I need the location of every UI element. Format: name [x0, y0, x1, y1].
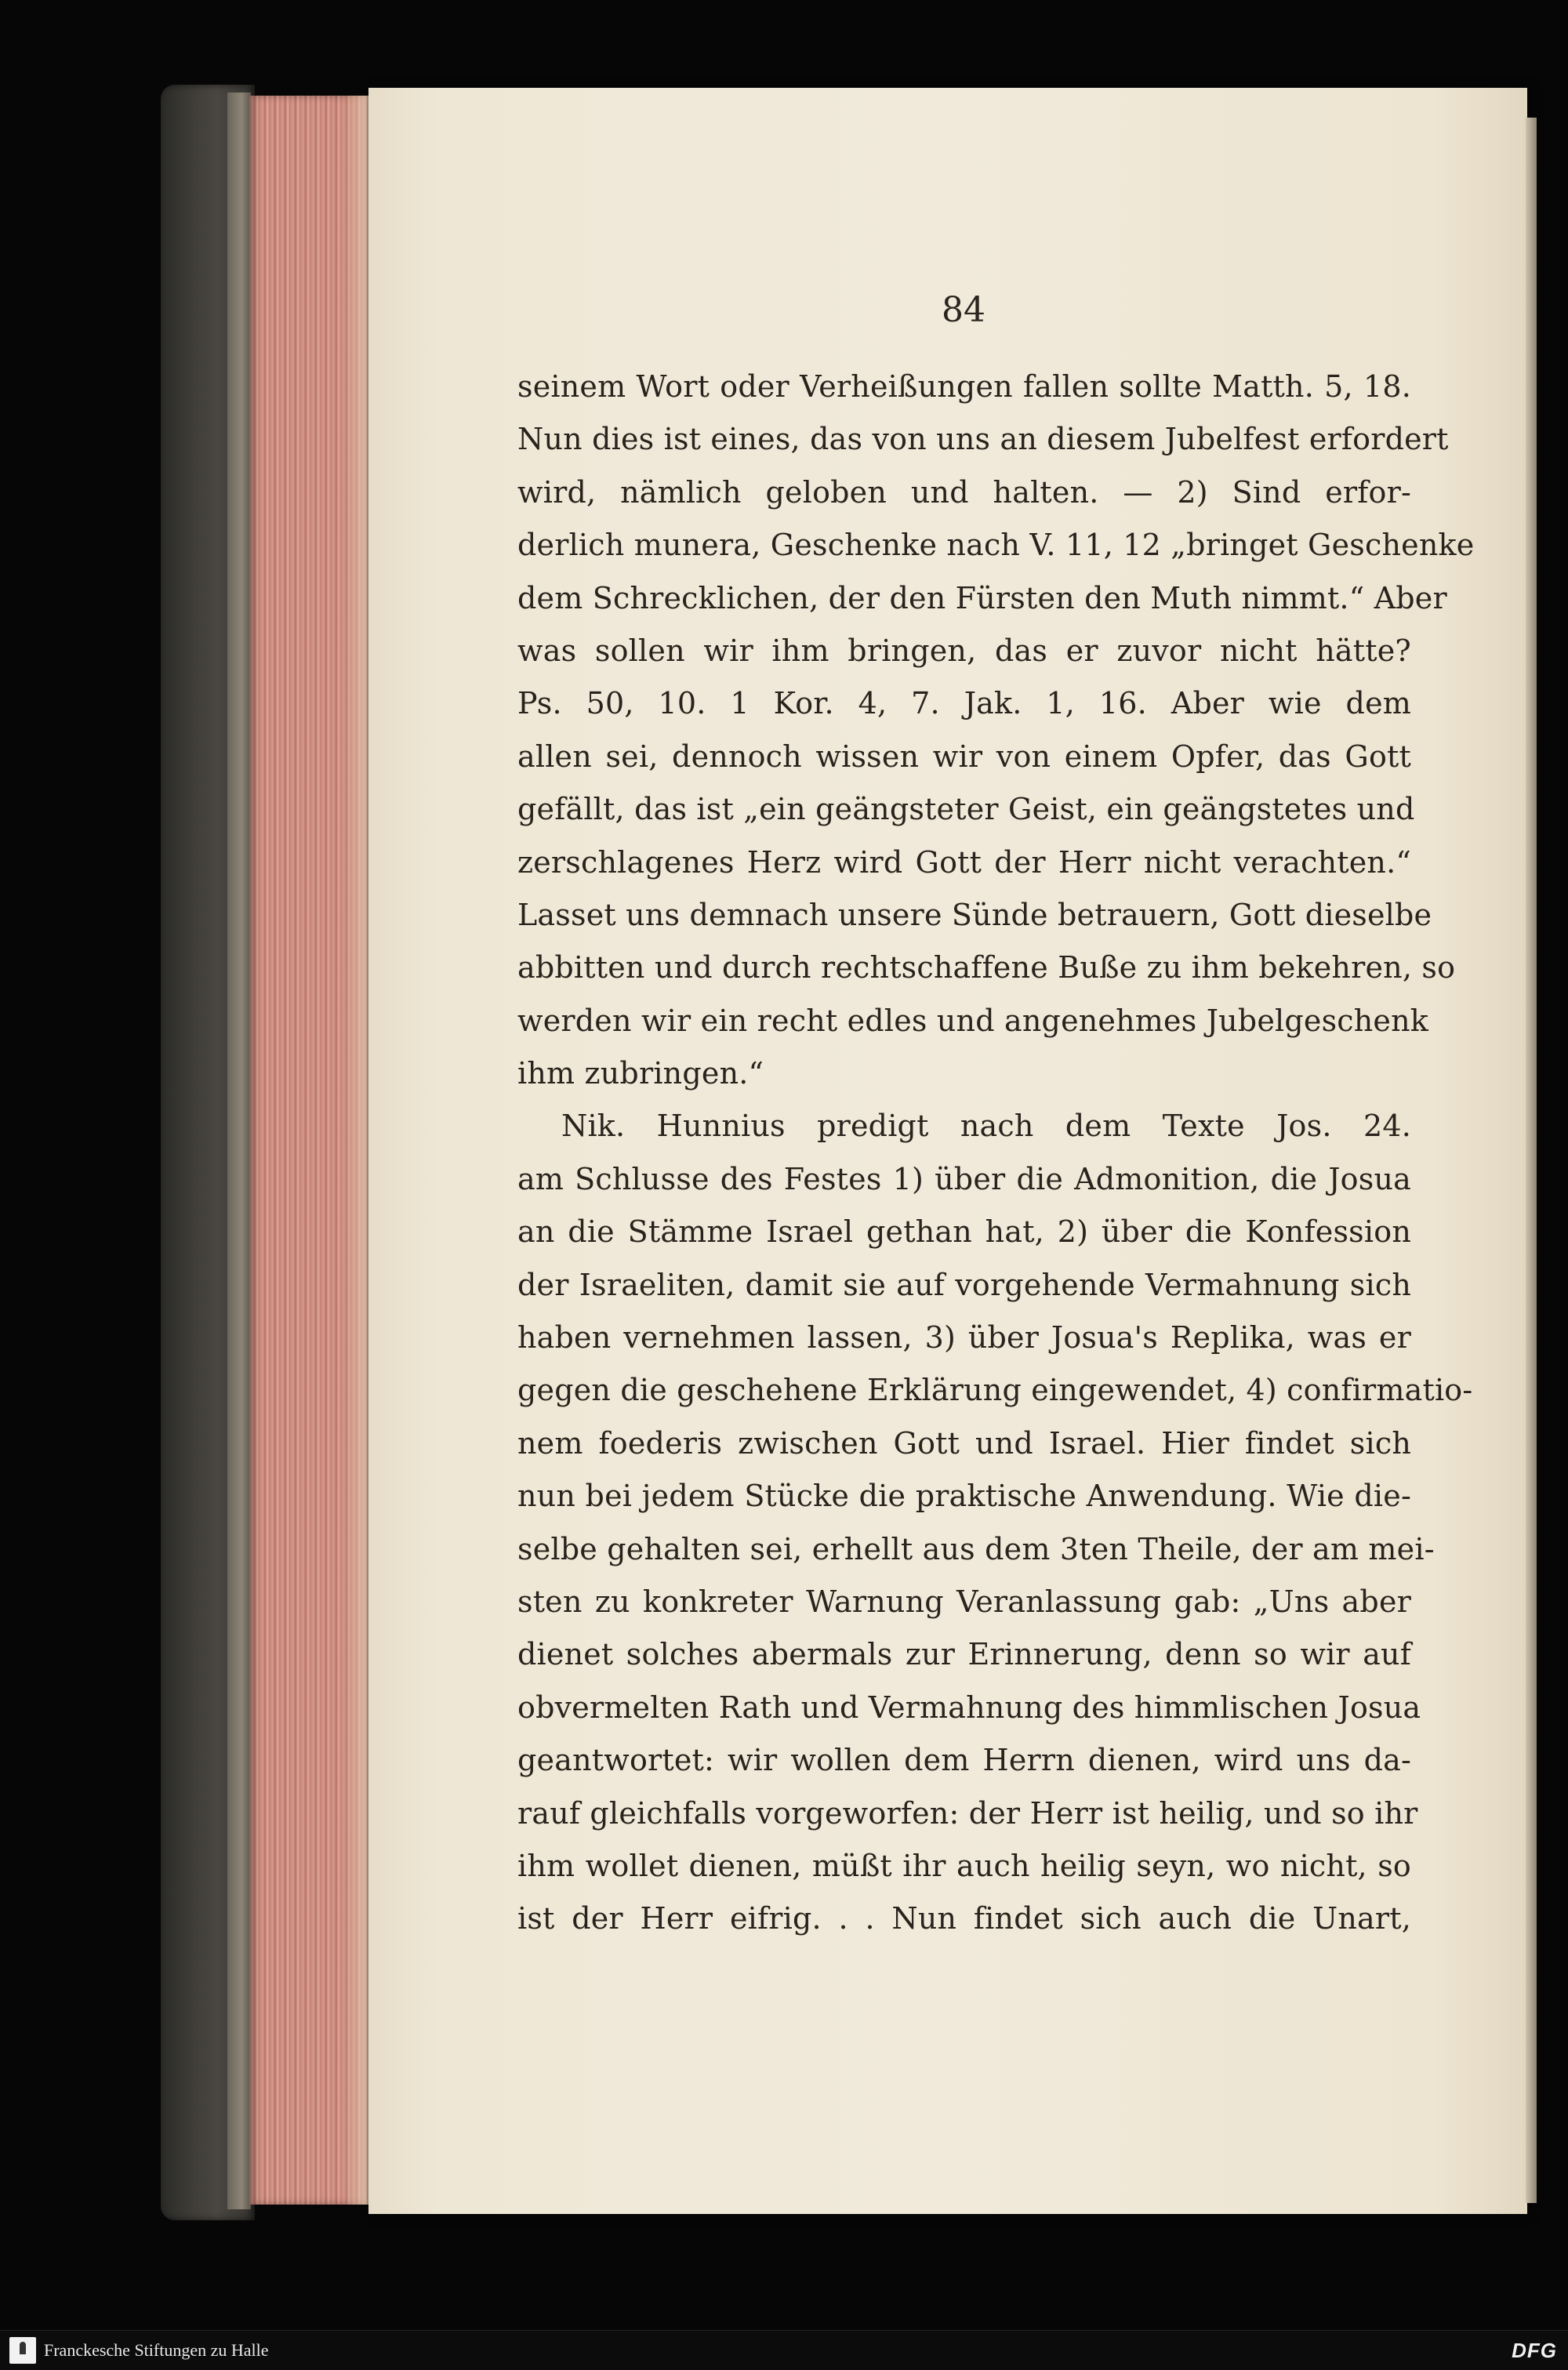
- text-line: seinem Wort oder Verheißungen fallen sollte Matth. 5, 18.: [517, 369, 1411, 404]
- text-line: Nik. Hunnius predigt nach dem Texte Jos. 24.: [561, 1109, 1411, 1144]
- text-line: dem Schrecklichen, der den Fürsten den Muth nimmt.“ Aber: [517, 580, 1447, 615]
- text-line: sten zu konkreter Warnung Veranlassung gab: „Uns aber: [517, 1584, 1411, 1619]
- text-line: zerschlagenes Herz wird Gott der Herr nicht verachten.“: [517, 844, 1411, 880]
- text-line: wird, nämlich geloben und halten. — 2) Sind erfor-: [517, 474, 1411, 510]
- text-line: was sollen wir ihm bringen, das er zuvor nicht hätte?: [517, 633, 1411, 668]
- text-line: nun bei jedem Stücke die praktische Anwendung. Wie die-: [517, 1479, 1411, 1514]
- text-line: ihm zubringen.“: [517, 1056, 764, 1091]
- institution-logo-icon: [9, 2337, 36, 2364]
- text-line: an die Stämme Israel gethan hat, 2) über die Konfession: [517, 1214, 1411, 1250]
- next-page-edge: [1526, 118, 1537, 2203]
- text-line: gefällt, das ist „ein geängsteter Geist, ein geängstetes und: [517, 792, 1415, 827]
- book-cover-edge: [227, 93, 251, 2209]
- text-line: geantwortet: wir wollen dem Herrn dienen, wird uns da-: [517, 1743, 1411, 1778]
- text-line: ihm wollet dienen, müßt ihr auch heilig seyn, wo nicht, so: [517, 1848, 1411, 1883]
- book-page: [368, 88, 1527, 2214]
- page-number: 84: [942, 290, 985, 330]
- text-line: dienet solches abermals zur Erinnerung, denn so wir auf: [517, 1637, 1411, 1672]
- page-text: [517, 361, 1475, 1946]
- text-line: haben vernehmen lassen, 3) über Josua's Replika, was er: [517, 1320, 1411, 1356]
- text-line: Nun dies ist eines, das von uns an diesem Jubelfest erfordert: [517, 422, 1449, 457]
- text-line: am Schlusse des Festes 1) über die Admonition, die Josua: [517, 1161, 1411, 1196]
- text-line: Ps. 50, 10. 1 Kor. 4, 7. Jak. 1, 16. Aber wie dem: [517, 686, 1411, 721]
- text-line: Lasset uns demnach unsere Sünde betrauern, Gott dieselbe: [517, 897, 1432, 932]
- text-line: nem foederis zwischen Gott und Israel. Hier findet sich: [517, 1425, 1411, 1461]
- text-line: werden wir ein recht edles und angenehmes Jubelgeschenk: [517, 1003, 1429, 1038]
- text-line: rauf gleichfalls vorgeworfen: der Herr ist heilig, und so ihr: [517, 1795, 1418, 1831]
- institution-name: Franckesche Stiftungen zu Halle: [44, 2340, 269, 2360]
- viewer-footer: [0, 2330, 1568, 2370]
- text-line: derlich munera, Geschenke nach V. 11, 12 „bringet Geschenke: [517, 528, 1475, 563]
- text-line: gegen die geschehene Erklärung eingewendet, 4) confirmatio-: [517, 1373, 1473, 1408]
- text-line: ist der Herr eifrig. . . Nun findet sich auch die Unart,: [517, 1901, 1411, 1936]
- text-line: der Israeliten, damit sie auf vorgehende Vermahnung sich: [517, 1267, 1411, 1302]
- text-line: abbitten und durch rechtschaffene Buße zu ihm bekehren, so: [517, 950, 1456, 985]
- text-line: selbe gehalten sei, erhellt aus dem 3ten Theile, der am mei-: [517, 1531, 1435, 1566]
- dfg-badge: DFG: [1512, 2339, 1557, 2362]
- text-line: allen sei, dennoch wissen wir von einem Opfer, das Gott: [517, 739, 1411, 774]
- text-line: obvermelten Rath und Vermahnung des himmlischen Josua: [517, 1689, 1421, 1725]
